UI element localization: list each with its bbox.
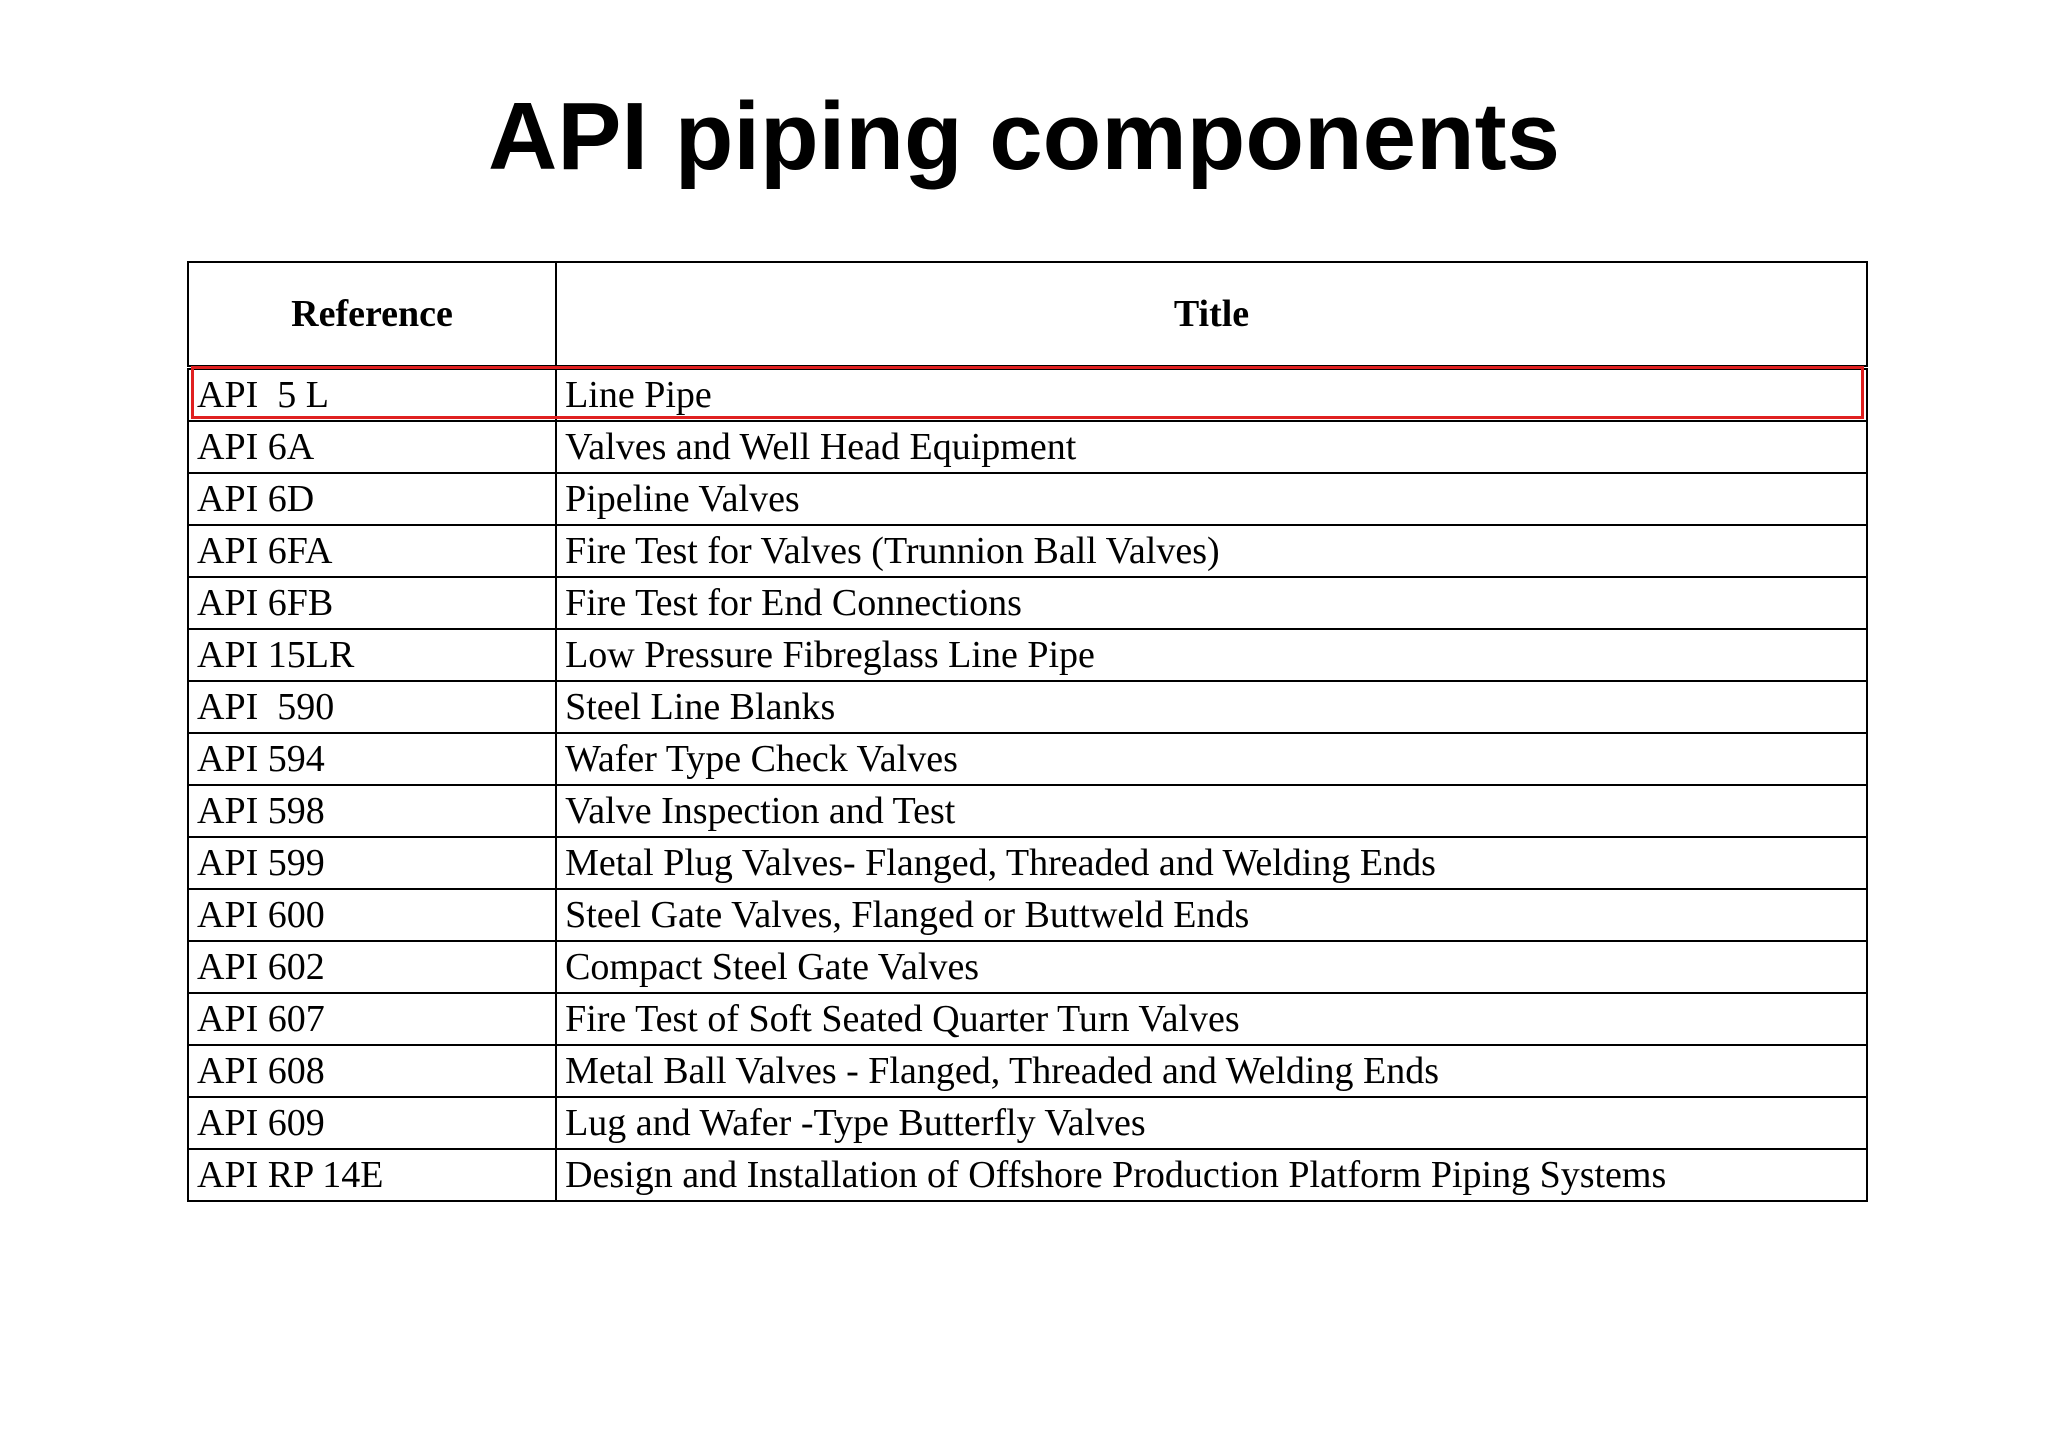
title-cell: Metal Plug Valves- Flanged, Threaded and Welding Ends xyxy=(556,837,1867,889)
title-cell: Wafer Type Check Valves xyxy=(556,733,1867,785)
table-row xyxy=(188,629,1867,681)
reference-cell: API 6FB xyxy=(188,577,556,629)
table-row xyxy=(188,525,1867,577)
title-cell: Design and Installation of Offshore Production Platform Piping Systems xyxy=(556,1149,1867,1201)
reference-cell: API 598 xyxy=(188,785,556,837)
reference-cell: API 5 L xyxy=(188,368,556,422)
reference-cell: API 590 xyxy=(188,681,556,733)
reference-cell: API 6FA xyxy=(188,525,556,577)
title-cell: Line Pipe xyxy=(556,368,1867,422)
table-row xyxy=(188,577,1867,629)
title-cell: Pipeline Valves xyxy=(556,473,1867,525)
title-cell: Valves and Well Head Equipment xyxy=(556,421,1867,473)
api-standards-table xyxy=(187,261,1868,1202)
title-cell: Lug and Wafer -Type Butterfly Valves xyxy=(556,1097,1867,1149)
title-cell: Valve Inspection and Test xyxy=(556,785,1867,837)
reference-cell: API 594 xyxy=(188,733,556,785)
reference-column-header: Reference xyxy=(188,262,556,368)
table-row xyxy=(188,941,1867,993)
reference-cell: API 607 xyxy=(188,993,556,1045)
reference-cell: API 609 xyxy=(188,1097,556,1149)
table-row xyxy=(188,785,1867,837)
reference-cell: API 600 xyxy=(188,889,556,941)
table-row xyxy=(188,993,1867,1045)
title-cell: Fire Test for End Connections xyxy=(556,577,1867,629)
title-cell: Low Pressure Fibreglass Line Pipe xyxy=(556,629,1867,681)
reference-cell: API 599 xyxy=(188,837,556,889)
table-row xyxy=(188,733,1867,785)
table-row xyxy=(188,681,1867,733)
table-row xyxy=(188,1149,1867,1201)
reference-cell: API 608 xyxy=(188,1045,556,1097)
table-row xyxy=(188,1097,1867,1149)
reference-cell: API 6D xyxy=(188,473,556,525)
table-row xyxy=(188,837,1867,889)
title-cell: Steel Line Blanks xyxy=(556,681,1867,733)
title-cell: Steel Gate Valves, Flanged or Buttweld Ends xyxy=(556,889,1867,941)
title-cell: Fire Test of Soft Seated Quarter Turn Valves xyxy=(556,993,1867,1045)
table-row xyxy=(188,1045,1867,1097)
table-row xyxy=(188,473,1867,525)
table-row xyxy=(188,889,1867,941)
reference-cell: API 15LR xyxy=(188,629,556,681)
slide-title: API piping components xyxy=(488,83,1560,190)
title-column-header: Title xyxy=(556,262,1867,368)
title-cell: Metal Ball Valves - Flanged, Threaded and Welding Ends xyxy=(556,1045,1867,1097)
table-header-row xyxy=(188,262,1867,368)
reference-cell: API 602 xyxy=(188,941,556,993)
table-row xyxy=(188,368,1867,422)
title-cell: Compact Steel Gate Valves xyxy=(556,941,1867,993)
title-cell: Fire Test for Valves (Trunnion Ball Valves) xyxy=(556,525,1867,577)
table-row xyxy=(188,421,1867,473)
reference-cell: API RP 14E xyxy=(188,1149,556,1201)
reference-cell: API 6A xyxy=(188,421,556,473)
